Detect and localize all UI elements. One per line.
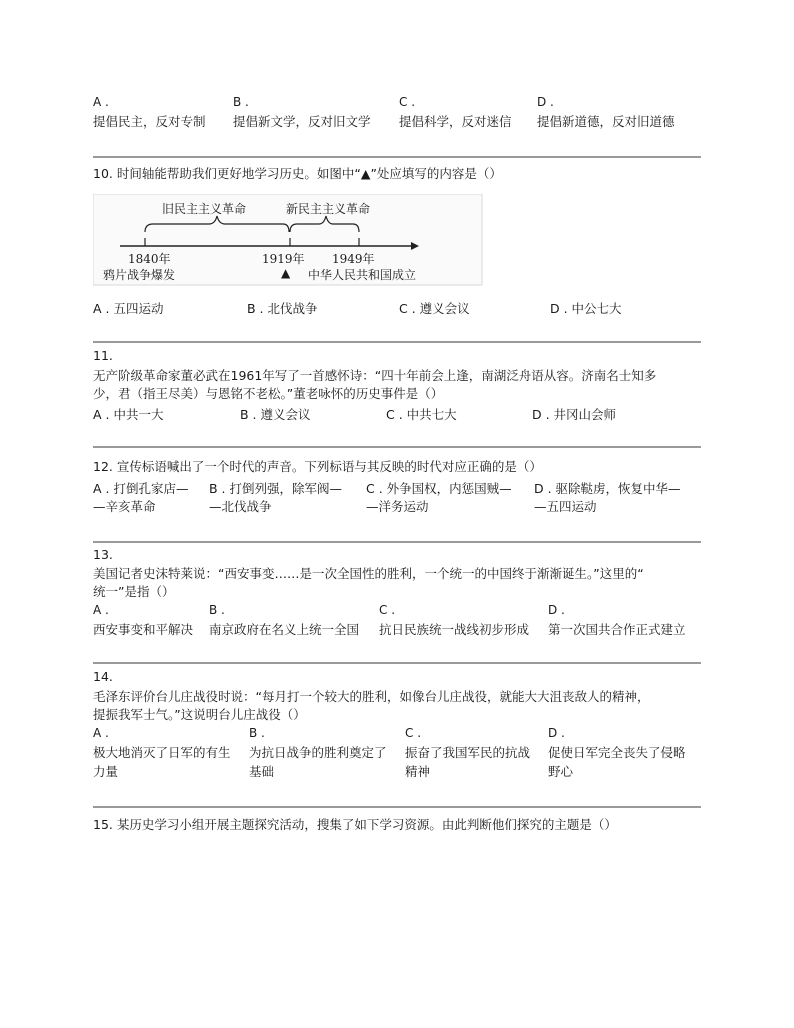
q12-option-d-line1: D . 驱除鞑虏，恢复中华—: [534, 481, 681, 496]
q9-option-d-label: D .: [537, 95, 554, 109]
q14-option-c-line2: 精神: [405, 764, 431, 779]
timeline-year-1840: 1840年: [128, 252, 171, 266]
q10-option-b: B . 北伐战争: [247, 301, 318, 316]
q13-option-a-label: A .: [93, 603, 109, 617]
separator: [93, 446, 701, 448]
q14-option-c-line1: 振奋了我国军民的抗战: [405, 745, 531, 760]
timeline-new-revolution-label: 新民主主义革命: [286, 202, 371, 216]
q13-stem-line1: 美国记者史沫特莱说：“西安事变……是一次全国性的胜利，一个统一的中国终于渐渐诞生。”这里的“: [93, 566, 644, 581]
q12-option-c-line1: C . 外争国权，内惩国贼—: [366, 481, 512, 496]
q14-option-a-line2: 力量: [93, 764, 119, 779]
q12-option-c-line2: —洋务运动: [366, 499, 429, 514]
timeline-old-revolution-label: 旧民主主义革命: [162, 202, 247, 216]
q14-option-c-label: C .: [405, 726, 422, 740]
q9-option-a-text: 提倡民主，反对专制: [93, 114, 206, 129]
q14-number: 14.: [93, 669, 113, 684]
separator: [93, 806, 701, 808]
q14-option-d-line1: 促使日军完全丧失了侵略: [548, 745, 686, 760]
q11-option-b: B . 遵义会议: [240, 407, 311, 422]
q12-option-a-line2: —辛亥革命: [93, 499, 156, 514]
q12-option-b-line1: B . 打倒列强，除军阀—: [209, 481, 342, 496]
q15-stem: 15. 某历史学习小组开展主题探究活动，搜集了如下学习资源。由此判断他们探究的主题是（）: [93, 817, 617, 832]
q9-option-b-text: 提倡新文学，反对旧文学: [233, 114, 371, 129]
q12-option-a-line1: A . 打倒孔家店—: [93, 481, 189, 496]
q14-option-a-line1: 极大地消灭了日军的有生: [93, 745, 231, 760]
triangle-marker-icon: ▲: [281, 266, 291, 280]
q13-option-c-text: 抗日民族统一战线初步形成: [379, 622, 530, 637]
q10-option-a: A . 五四运动: [93, 301, 164, 316]
q14-stem-line1: 毛泽东评价台儿庄战役时说：“每月打一个较大的胜利，如像台儿庄战役，就能大大沮丧敌人的精神，: [93, 689, 650, 704]
q14-option-d-line2: 野心: [548, 764, 574, 779]
q9-option-c-label: C .: [399, 95, 416, 109]
q11-stem-line1: 无产阶级革命家董必武在1961年写了一首感怀诗：“四十年前会上逢，南湖泛舟语从容。济南名士知多: [93, 368, 657, 383]
timeline-event-1949: 中华人民共和国成立: [308, 268, 417, 282]
q13-option-d-label: D .: [548, 603, 565, 617]
q10-option-d: D . 中公七大: [550, 301, 622, 316]
q14-option-b-line2: 基础: [249, 764, 275, 779]
timeline-event-1840: 鸦片战争爆发: [103, 268, 176, 282]
q12-stem: 12. 宣传标语喊出了一个时代的声音。下列标语与其反映的时代对应正确的是（）: [93, 459, 542, 474]
q12-option-d-line2: —五四运动: [534, 499, 597, 514]
q9-option-a-label: A .: [93, 95, 109, 109]
q14-option-b-label: B .: [249, 726, 265, 740]
separator: [93, 662, 701, 664]
q11-number: 11.: [93, 348, 113, 363]
q9-option-c-text: 提倡科学，反对迷信: [399, 114, 512, 129]
q11-option-d: D . 井冈山会师: [532, 407, 617, 422]
q11-stem-line2: 少，君（指王尽美）与恩铭不老松。”董老咏怀的历史事件是（）: [93, 386, 444, 401]
separator: [93, 341, 701, 343]
q9-option-d-text: 提倡新道德，反对旧道德: [537, 114, 675, 129]
q12-option-b-line2: —北伐战争: [209, 499, 272, 514]
q14-stem-line2: 提振我军士气。”这说明台儿庄战役（）: [93, 707, 306, 722]
q13-number: 13.: [93, 547, 113, 562]
separator: [93, 156, 701, 158]
q9-option-b-label: B .: [233, 95, 249, 109]
q10-stem: 10. 时间轴能帮助我们更好地学习历史。如图中“▲”处应填写的内容是（）: [93, 166, 502, 181]
q11-option-c: C . 中共七大: [386, 407, 457, 422]
q13-stem-line2: 统一”是指（）: [93, 584, 175, 599]
q13-option-c-label: C .: [379, 603, 396, 617]
q14-option-d-label: D .: [548, 726, 565, 740]
q13-option-a-text: 西安事变和平解决: [93, 622, 194, 637]
q11-option-a: A . 中共一大: [93, 407, 164, 422]
q13-option-b-text: 南京政府在名义上统一全国: [209, 622, 360, 637]
q10-option-c: C . 遵义会议: [399, 301, 470, 316]
timeline-year-1949: 1949年: [332, 252, 375, 266]
q13-option-b-label: B .: [209, 603, 225, 617]
q14-option-a-label: A .: [93, 726, 109, 740]
q14-option-b-line1: 为抗日战争的胜利奠定了: [249, 745, 387, 760]
separator: [93, 541, 701, 543]
timeline-year-1919: 1919年: [262, 252, 305, 266]
q13-option-d-text: 第一次国共合作正式建立: [548, 622, 686, 637]
